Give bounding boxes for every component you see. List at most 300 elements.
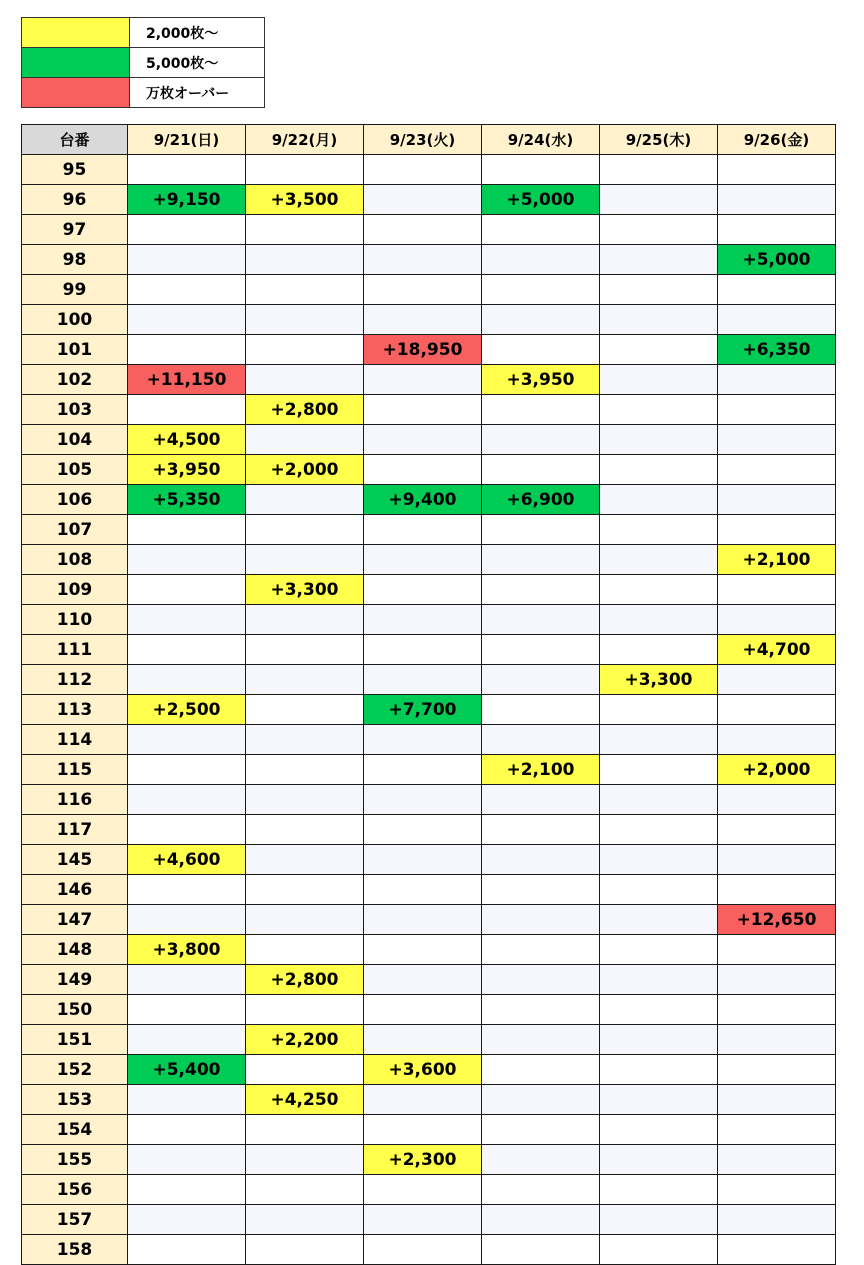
result-cell <box>364 455 482 485</box>
table-row <box>22 725 836 755</box>
table-row <box>22 1145 836 1175</box>
machine-number: 115 <box>22 755 128 785</box>
result-cell <box>364 365 482 395</box>
result-cell: +5,350 <box>128 485 246 515</box>
table-row <box>22 335 836 365</box>
legend-label-2000: 2,000枚～ <box>130 18 265 48</box>
results-table <box>21 124 836 1265</box>
result-cell <box>128 1025 246 1055</box>
result-cell <box>246 725 364 755</box>
result-cell <box>482 1085 600 1115</box>
result-cell <box>600 995 718 1025</box>
result-cell: +4,600 <box>128 845 246 875</box>
result-cell <box>246 935 364 965</box>
result-cell <box>718 845 836 875</box>
result-cell: +3,300 <box>600 665 718 695</box>
table-row <box>22 365 836 395</box>
machine-number: 113 <box>22 695 128 725</box>
result-cell <box>600 365 718 395</box>
result-cell <box>128 815 246 845</box>
machine-number: 102 <box>22 365 128 395</box>
result-cell <box>364 875 482 905</box>
result-cell <box>718 995 836 1025</box>
machine-number: 97 <box>22 215 128 245</box>
machine-number: 147 <box>22 905 128 935</box>
result-cell <box>246 215 364 245</box>
machine-number: 109 <box>22 575 128 605</box>
result-cell <box>482 635 600 665</box>
result-cell <box>246 335 364 365</box>
table-row <box>22 485 836 515</box>
result-cell: +18,950 <box>364 335 482 365</box>
result-cell: +12,650 <box>718 905 836 935</box>
date-header: 9/23(火) <box>364 125 482 155</box>
result-cell <box>128 635 246 665</box>
table-row <box>22 815 836 845</box>
table-row <box>22 305 836 335</box>
table-row <box>22 845 836 875</box>
result-cell <box>718 1145 836 1175</box>
machine-number: 95 <box>22 155 128 185</box>
result-cell <box>364 575 482 605</box>
result-cell <box>128 785 246 815</box>
result-cell <box>128 275 246 305</box>
result-cell <box>482 545 600 575</box>
result-cell <box>364 815 482 845</box>
result-cell <box>246 485 364 515</box>
result-cell <box>718 605 836 635</box>
result-cell: +5,000 <box>482 185 600 215</box>
result-cell <box>364 395 482 425</box>
result-cell <box>246 515 364 545</box>
result-cell <box>482 935 600 965</box>
result-cell <box>482 725 600 755</box>
result-cell <box>246 665 364 695</box>
table-row <box>22 1085 836 1115</box>
legend-row <box>22 78 265 108</box>
result-cell <box>482 245 600 275</box>
result-cell <box>364 1115 482 1145</box>
result-cell <box>482 665 600 695</box>
result-cell <box>128 395 246 425</box>
table-body <box>22 155 836 1265</box>
result-cell <box>246 275 364 305</box>
machine-number: 107 <box>22 515 128 545</box>
result-cell <box>718 1115 836 1145</box>
result-cell <box>600 575 718 605</box>
result-cell <box>364 515 482 545</box>
result-cell <box>718 305 836 335</box>
result-cell <box>246 815 364 845</box>
result-cell <box>246 635 364 665</box>
table-row <box>22 785 836 815</box>
machine-number: 108 <box>22 545 128 575</box>
result-cell: +9,400 <box>364 485 482 515</box>
result-cell: +3,950 <box>482 365 600 395</box>
result-cell <box>482 995 600 1025</box>
result-cell <box>364 215 482 245</box>
result-cell <box>718 1085 836 1115</box>
result-cell <box>718 215 836 245</box>
result-cell: +4,250 <box>246 1085 364 1115</box>
result-cell <box>246 1205 364 1235</box>
table-row <box>22 1055 836 1085</box>
result-cell <box>718 935 836 965</box>
machine-number: 98 <box>22 245 128 275</box>
machine-number: 100 <box>22 305 128 335</box>
table-row <box>22 185 836 215</box>
result-cell: +7,700 <box>364 695 482 725</box>
result-cell <box>246 1055 364 1085</box>
result-cell <box>600 545 718 575</box>
result-cell <box>718 965 836 995</box>
result-cell <box>600 695 718 725</box>
machine-number: 149 <box>22 965 128 995</box>
table-row <box>22 215 836 245</box>
result-cell: +4,700 <box>718 635 836 665</box>
machine-number: 157 <box>22 1205 128 1235</box>
machine-number: 103 <box>22 395 128 425</box>
result-cell <box>600 425 718 455</box>
result-cell <box>718 815 836 845</box>
result-cell <box>128 245 246 275</box>
result-cell <box>128 155 246 185</box>
machine-number: 156 <box>22 1175 128 1205</box>
result-cell <box>600 605 718 635</box>
result-cell <box>246 1175 364 1205</box>
result-cell <box>600 845 718 875</box>
machine-number: 106 <box>22 485 128 515</box>
result-cell <box>364 1085 482 1115</box>
result-cell: +5,000 <box>718 245 836 275</box>
result-cell <box>246 425 364 455</box>
machine-number: 96 <box>22 185 128 215</box>
result-cell <box>600 335 718 365</box>
table-row <box>22 635 836 665</box>
result-cell <box>364 635 482 665</box>
legend-table <box>21 17 265 108</box>
result-cell: +9,150 <box>128 185 246 215</box>
result-cell: +11,150 <box>128 365 246 395</box>
result-cell <box>482 575 600 605</box>
table-row <box>22 275 836 305</box>
machine-number: 145 <box>22 845 128 875</box>
machine-number: 148 <box>22 935 128 965</box>
result-cell <box>718 725 836 755</box>
table-row <box>22 395 836 425</box>
result-cell <box>718 425 836 455</box>
result-cell: +3,600 <box>364 1055 482 1085</box>
result-cell <box>482 815 600 845</box>
result-cell <box>364 425 482 455</box>
result-cell <box>246 605 364 635</box>
result-cell: +2,800 <box>246 395 364 425</box>
result-cell <box>482 695 600 725</box>
machine-number: 154 <box>22 1115 128 1145</box>
table-row <box>22 425 836 455</box>
table-row <box>22 155 836 185</box>
result-cell <box>364 995 482 1025</box>
table-row <box>22 515 836 545</box>
result-cell: +6,900 <box>482 485 600 515</box>
result-cell <box>600 185 718 215</box>
result-cell <box>246 545 364 575</box>
result-cell <box>246 245 364 275</box>
result-cell <box>600 755 718 785</box>
machine-number: 151 <box>22 1025 128 1055</box>
result-cell: +2,200 <box>246 1025 364 1055</box>
result-cell <box>128 335 246 365</box>
result-cell <box>600 1055 718 1085</box>
result-cell <box>600 875 718 905</box>
result-cell <box>600 815 718 845</box>
result-cell <box>600 725 718 755</box>
result-cell <box>482 875 600 905</box>
result-cell <box>718 575 836 605</box>
result-cell <box>718 785 836 815</box>
result-cell <box>600 1115 718 1145</box>
result-cell <box>718 1175 836 1205</box>
machine-number: 116 <box>22 785 128 815</box>
date-header: 9/21(日) <box>128 125 246 155</box>
result-cell <box>364 305 482 335</box>
legend-swatch-5000 <box>22 48 130 78</box>
table-row <box>22 965 836 995</box>
result-cell <box>364 1025 482 1055</box>
machine-number: 110 <box>22 605 128 635</box>
result-cell <box>600 965 718 995</box>
result-cell <box>600 785 718 815</box>
result-cell <box>128 665 246 695</box>
result-cell <box>482 1145 600 1175</box>
result-cell <box>600 1175 718 1205</box>
result-cell <box>128 1085 246 1115</box>
result-cell <box>364 785 482 815</box>
date-header: 9/22(月) <box>246 125 364 155</box>
result-cell <box>364 1235 482 1265</box>
result-cell <box>600 155 718 185</box>
result-cell <box>482 275 600 305</box>
table-row <box>22 695 836 725</box>
result-cell <box>482 605 600 635</box>
result-cell <box>246 755 364 785</box>
table-row <box>22 1115 836 1145</box>
table-row <box>22 1025 836 1055</box>
result-cell <box>482 845 600 875</box>
result-cell: +3,300 <box>246 575 364 605</box>
result-cell <box>246 1235 364 1265</box>
result-cell <box>600 395 718 425</box>
result-cell <box>364 905 482 935</box>
machine-number: 105 <box>22 455 128 485</box>
legend-label-10000: 万枚オーバー <box>130 78 265 108</box>
result-cell <box>128 305 246 335</box>
legend-swatch-10000 <box>22 78 130 108</box>
result-cell <box>364 185 482 215</box>
result-cell <box>482 1115 600 1145</box>
table-row <box>22 245 836 275</box>
machine-number: 155 <box>22 1145 128 1175</box>
machine-number: 158 <box>22 1235 128 1265</box>
machine-number: 101 <box>22 335 128 365</box>
result-cell <box>718 1235 836 1265</box>
result-cell <box>718 695 836 725</box>
result-cell <box>246 785 364 815</box>
table-row <box>22 1235 836 1265</box>
result-cell <box>364 755 482 785</box>
result-cell <box>718 1025 836 1055</box>
result-cell <box>364 1205 482 1235</box>
result-cell: +2,500 <box>128 695 246 725</box>
result-cell <box>600 455 718 485</box>
result-cell <box>600 275 718 305</box>
table-row <box>22 545 836 575</box>
result-cell: +3,950 <box>128 455 246 485</box>
result-cell: +2,100 <box>718 545 836 575</box>
result-cell: +3,500 <box>246 185 364 215</box>
table-row <box>22 1175 836 1205</box>
result-cell <box>482 1175 600 1205</box>
machine-number: 111 <box>22 635 128 665</box>
result-cell <box>600 1145 718 1175</box>
legend-label-5000: 5,000枚～ <box>130 48 265 78</box>
result-cell <box>718 485 836 515</box>
table-row <box>22 875 836 905</box>
result-cell <box>246 695 364 725</box>
result-cell <box>364 155 482 185</box>
result-cell <box>128 215 246 245</box>
table-row <box>22 665 836 695</box>
machine-number: 146 <box>22 875 128 905</box>
result-cell <box>600 515 718 545</box>
result-cell <box>128 755 246 785</box>
result-cell <box>482 395 600 425</box>
result-cell <box>128 605 246 635</box>
result-cell <box>246 1145 364 1175</box>
result-cell <box>128 515 246 545</box>
table-row <box>22 1205 836 1235</box>
result-cell <box>364 275 482 305</box>
result-cell <box>482 215 600 245</box>
result-cell <box>128 995 246 1025</box>
result-cell <box>718 395 836 425</box>
result-cell <box>482 785 600 815</box>
result-cell <box>128 1205 246 1235</box>
result-cell: +2,100 <box>482 755 600 785</box>
result-cell <box>482 1055 600 1085</box>
result-cell <box>246 995 364 1025</box>
result-cell: +6,350 <box>718 335 836 365</box>
result-cell <box>600 905 718 935</box>
machine-number: 104 <box>22 425 128 455</box>
result-cell: +2,300 <box>364 1145 482 1175</box>
result-cell <box>718 275 836 305</box>
result-cell: +2,000 <box>718 755 836 785</box>
result-cell <box>482 905 600 935</box>
result-cell <box>128 1175 246 1205</box>
result-cell <box>600 1085 718 1115</box>
result-cell <box>600 935 718 965</box>
result-cell <box>128 545 246 575</box>
result-cell <box>128 1235 246 1265</box>
header-row <box>22 125 836 155</box>
table-row <box>22 905 836 935</box>
machine-number: 114 <box>22 725 128 755</box>
result-cell <box>246 305 364 335</box>
result-cell <box>364 545 482 575</box>
result-cell <box>718 185 836 215</box>
result-cell <box>128 1115 246 1145</box>
machine-number: 153 <box>22 1085 128 1115</box>
table-row <box>22 455 836 485</box>
result-cell <box>482 965 600 995</box>
result-cell <box>246 155 364 185</box>
date-header: 9/26(金) <box>718 125 836 155</box>
result-cell <box>128 1145 246 1175</box>
result-cell <box>128 905 246 935</box>
result-cell <box>600 1205 718 1235</box>
result-cell <box>482 1205 600 1235</box>
result-cell <box>128 965 246 995</box>
result-cell <box>718 155 836 185</box>
machine-number: 112 <box>22 665 128 695</box>
table-row <box>22 605 836 635</box>
result-cell <box>482 515 600 545</box>
result-cell <box>364 965 482 995</box>
result-cell: +3,800 <box>128 935 246 965</box>
result-cell <box>482 335 600 365</box>
result-cell <box>246 875 364 905</box>
machine-number: 117 <box>22 815 128 845</box>
result-cell <box>364 245 482 275</box>
date-header: 9/24(水) <box>482 125 600 155</box>
result-cell <box>482 1235 600 1265</box>
result-cell <box>718 515 836 545</box>
table-row <box>22 995 836 1025</box>
result-cell <box>600 245 718 275</box>
result-cell <box>246 905 364 935</box>
legend-row <box>22 18 265 48</box>
result-cell <box>718 455 836 485</box>
result-cell: +4,500 <box>128 425 246 455</box>
result-cell <box>246 845 364 875</box>
result-cell <box>364 1175 482 1205</box>
result-cell <box>246 365 364 395</box>
table-row <box>22 935 836 965</box>
result-cell <box>482 305 600 335</box>
result-cell <box>128 875 246 905</box>
result-cell <box>128 575 246 605</box>
result-cell <box>364 845 482 875</box>
result-cell <box>364 725 482 755</box>
result-cell <box>482 455 600 485</box>
result-cell <box>718 665 836 695</box>
legend-row <box>22 48 265 78</box>
result-cell <box>718 365 836 395</box>
result-cell <box>364 665 482 695</box>
table-row <box>22 755 836 785</box>
result-cell <box>364 605 482 635</box>
result-cell: +2,000 <box>246 455 364 485</box>
result-cell <box>600 215 718 245</box>
result-cell <box>600 305 718 335</box>
result-cell <box>600 485 718 515</box>
table-row <box>22 575 836 605</box>
result-cell <box>600 1235 718 1265</box>
result-cell <box>246 1115 364 1145</box>
result-cell <box>600 635 718 665</box>
machine-number-header: 台番 <box>22 125 128 155</box>
